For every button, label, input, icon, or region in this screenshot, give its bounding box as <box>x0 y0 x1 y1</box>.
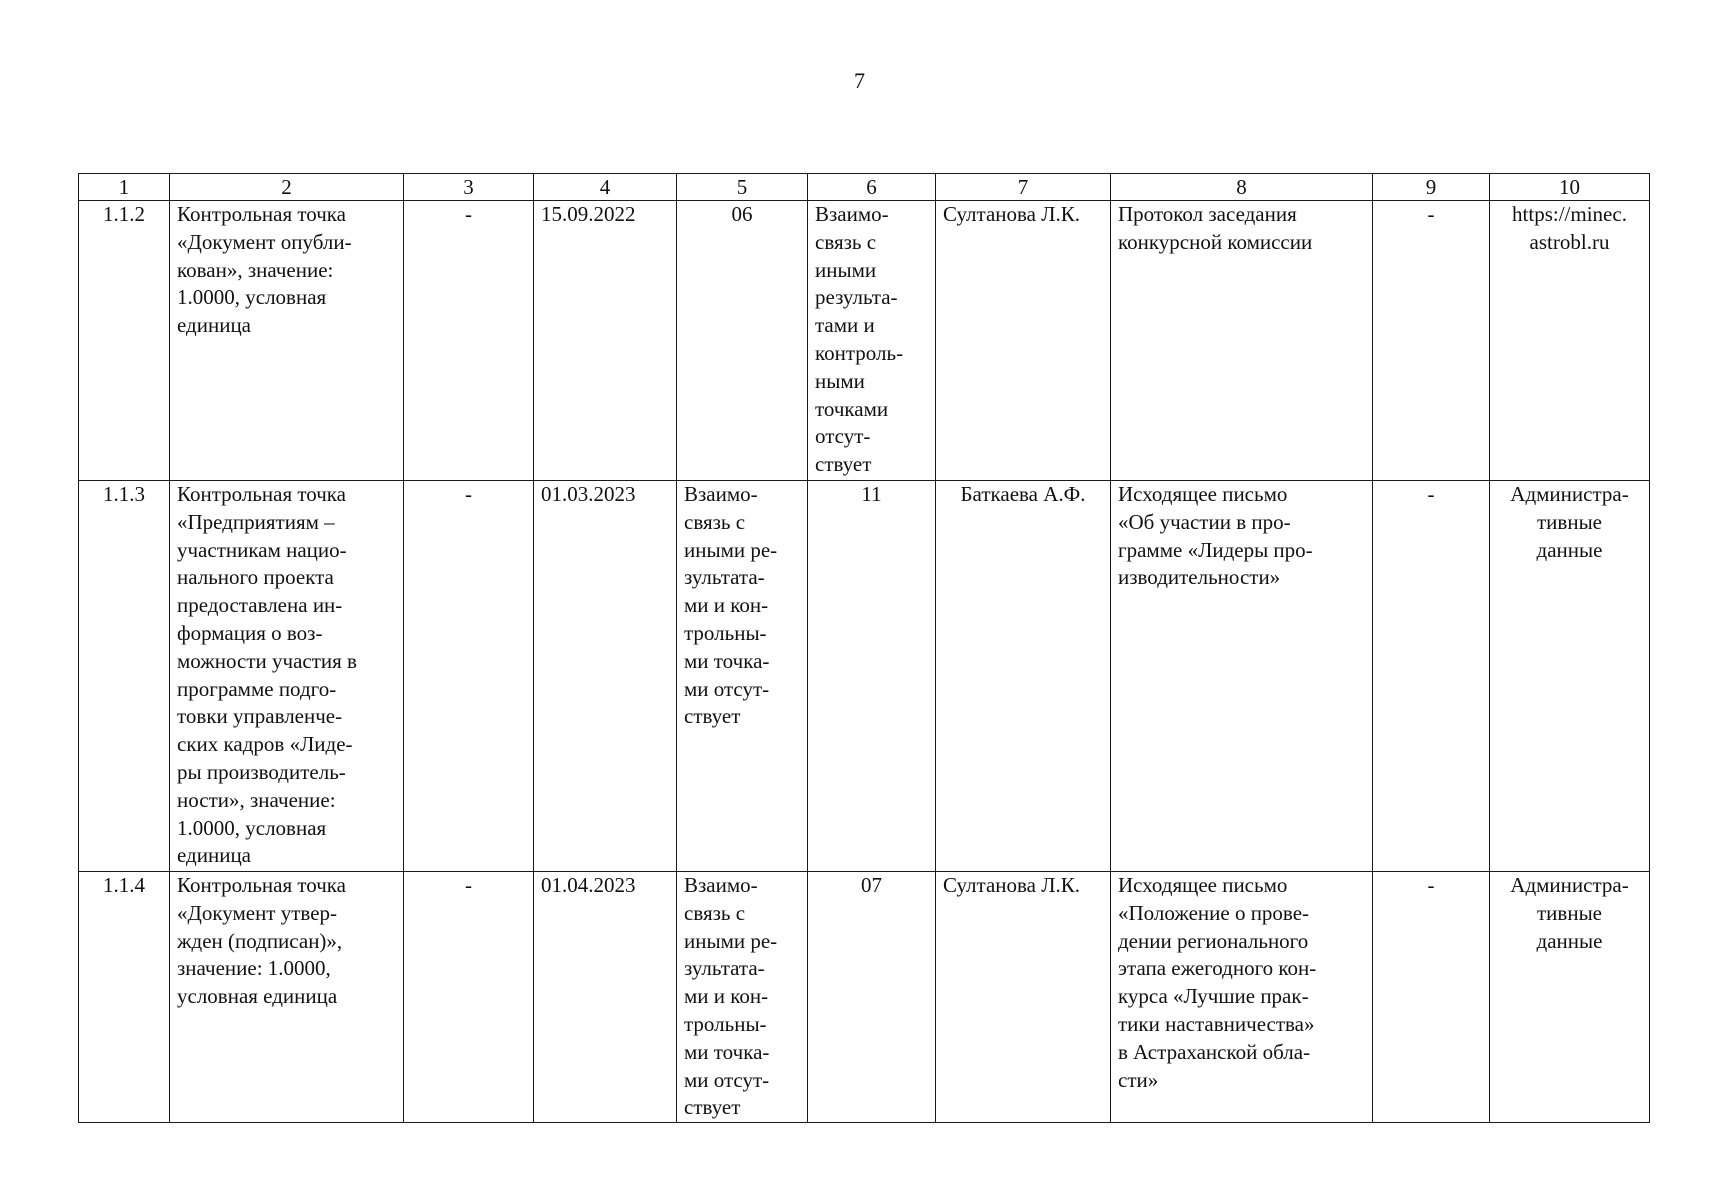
cell-col5: Взаимо- связь с иными ре- зультата- ми и кон- трольны- ми точка- ми отсут- ствует <box>677 872 808 1123</box>
cell-col6: Взаимо- связь с иными результа- тами и контроль- ными точками отсут- ствует <box>808 201 936 481</box>
column-header-6: 6 <box>808 174 936 201</box>
column-header-3: 3 <box>404 174 534 201</box>
responsible-person: Баткаева А.Ф. <box>936 481 1111 872</box>
confirming-document: Исходящее письмо «Об участии в про- грамме «Лидеры про- изводительности» <box>1111 481 1373 872</box>
due-date: 01.04.2023 <box>534 872 677 1123</box>
control-point-name: Контрольная точка «Документ опубли- кован», значение: 1.0000, условная единица <box>170 201 404 481</box>
column-header-9: 9 <box>1373 174 1490 201</box>
table-row <box>79 481 1650 872</box>
info-source: Администра- тивные данные <box>1490 481 1650 872</box>
cell-col5: 06 <box>677 201 808 481</box>
column-header-10: 10 <box>1490 174 1650 201</box>
cell-col3: - <box>404 201 534 481</box>
control-point-name: Контрольная точка «Документ утвер- жден (подписан)», значение: 1.0000, условная единица <box>170 872 404 1123</box>
confirming-document: Протокол заседания конкурсной комиссии <box>1111 201 1373 481</box>
row-number: 1.1.4 <box>79 872 170 1123</box>
page-number: 7 <box>854 68 865 93</box>
header-row <box>79 174 1650 201</box>
cell-col9: - <box>1373 872 1490 1123</box>
info-source: https://minec. astrobl.ru <box>1490 201 1650 481</box>
cell-col5: Взаимо- связь с иными ре- зультата- ми и кон- трольны- ми точка- ми отсут- ствует <box>677 481 808 872</box>
cell-col3: - <box>404 872 534 1123</box>
control-points-table <box>78 173 1650 1123</box>
info-source: Администра- тивные данные <box>1490 872 1650 1123</box>
cell-col6: 11 <box>808 481 936 872</box>
table-row <box>79 201 1650 481</box>
cell-col6: 07 <box>808 872 936 1123</box>
responsible-person: Султанова Л.К. <box>936 872 1111 1123</box>
row-number: 1.1.2 <box>79 201 170 481</box>
row-number: 1.1.3 <box>79 481 170 872</box>
responsible-person: Султанова Л.К. <box>936 201 1111 481</box>
confirming-document: Исходящее письмо «Положение о прове- дении регионального этапа ежегодного кон- курса «Лучшие прак- тики наставничества» в Астраханской обла- сти» <box>1111 872 1373 1123</box>
column-header-5: 5 <box>677 174 808 201</box>
cell-col9: - <box>1373 481 1490 872</box>
due-date: 01.03.2023 <box>534 481 677 872</box>
due-date: 15.09.2022 <box>534 201 677 481</box>
column-header-1: 1 <box>79 174 170 201</box>
table-row <box>79 872 1650 1123</box>
cell-col9: - <box>1373 201 1490 481</box>
control-point-name: Контрольная точка «Предприятиям – участникам нацио- нального проекта предоставлена ин- формация о воз- можности участия в программе подго- товки управленче- ских кадров «Лиде- ры производитель- ности», значение: 1.0000, условная единица <box>170 481 404 872</box>
column-header-4: 4 <box>534 174 677 201</box>
column-header-2: 2 <box>170 174 404 201</box>
column-header-7: 7 <box>936 174 1111 201</box>
cell-col3: - <box>404 481 534 872</box>
column-header-8: 8 <box>1111 174 1373 201</box>
